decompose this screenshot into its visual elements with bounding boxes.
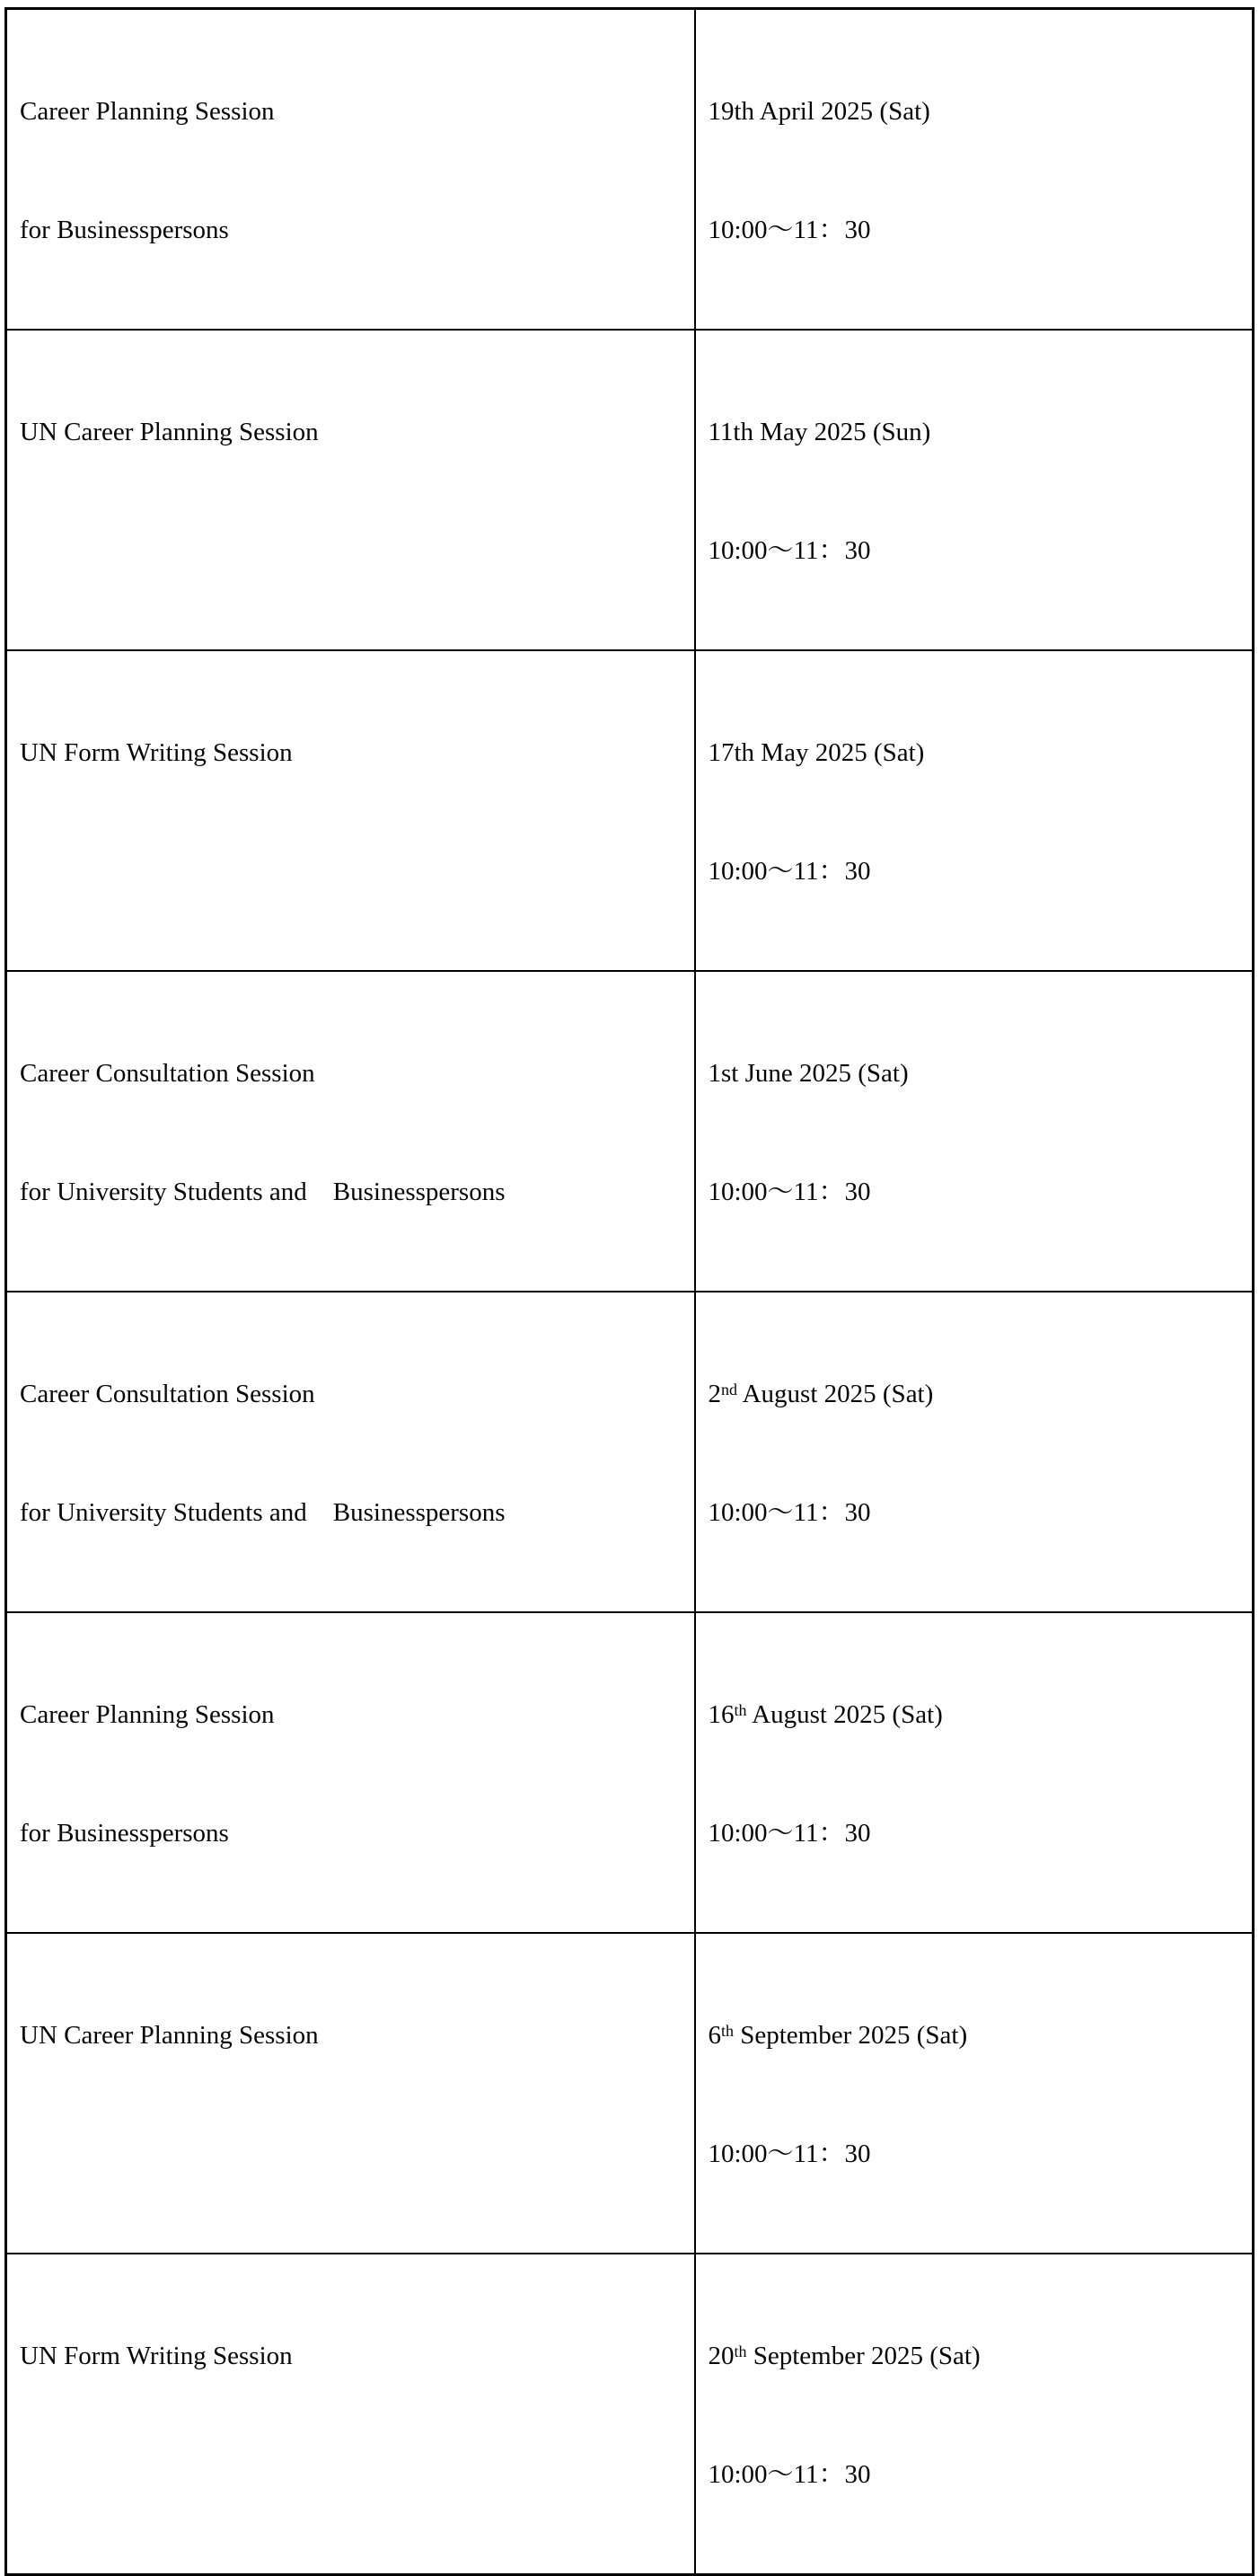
session-time: 10:00〜11：30 bbox=[708, 857, 871, 886]
session-cell bbox=[6, 330, 695, 650]
table-row bbox=[6, 650, 1254, 971]
schedule-cell bbox=[695, 1292, 1254, 1612]
session-subtitle: for University Students and Businesspersons bbox=[20, 1498, 506, 1527]
session-date bbox=[709, 412, 1242, 452]
session-time: 10:00〜11：30 bbox=[708, 1819, 871, 1848]
date-text: 19th April 2025 (Sat) bbox=[708, 97, 930, 126]
schedule-cell bbox=[695, 1612, 1254, 1933]
session-title: UN Form Writing Session bbox=[20, 2342, 293, 2370]
session-subtitle bbox=[20, 2455, 683, 2494]
date-rest: August 2025 (Sat) bbox=[736, 1380, 934, 1408]
schedule-cell bbox=[695, 1933, 1254, 2254]
table-row bbox=[6, 971, 1254, 1292]
session-time: 10:00〜11：30 bbox=[708, 2139, 871, 2168]
table-row bbox=[6, 330, 1254, 650]
date-text: 6 bbox=[708, 2021, 721, 2050]
session-date bbox=[709, 733, 1242, 772]
session-subtitle bbox=[20, 2134, 683, 2174]
session-subtitle: for Businesspersons bbox=[20, 1819, 229, 1848]
session-date bbox=[709, 1695, 1242, 1734]
session-subtitle: for Businesspersons bbox=[20, 216, 229, 244]
schedule-cell bbox=[695, 971, 1254, 1292]
session-time: 10:00〜11：30 bbox=[708, 1178, 871, 1206]
session-time: 10:00〜11：30 bbox=[708, 1498, 871, 1527]
schedule-cell bbox=[695, 650, 1254, 971]
date-ordinal-suffix: nd bbox=[721, 1380, 737, 1398]
schedule-cell bbox=[695, 9, 1254, 331]
date-ordinal-suffix: th bbox=[734, 2342, 747, 2360]
session-date bbox=[709, 92, 1242, 131]
session-cell bbox=[6, 1933, 695, 2254]
session-date bbox=[709, 2016, 1242, 2055]
session-date bbox=[709, 2336, 1242, 2376]
table-row bbox=[6, 1612, 1254, 1933]
session-subtitle bbox=[20, 531, 683, 570]
session-title: UN Career Planning Session bbox=[20, 2021, 319, 2050]
date-text: 17th May 2025 (Sat) bbox=[708, 738, 925, 767]
session-title: Career Consultation Session bbox=[20, 1059, 315, 1088]
session-date bbox=[709, 1054, 1242, 1093]
session-title: UN Career Planning Session bbox=[20, 418, 319, 446]
session-subtitle bbox=[20, 851, 683, 891]
date-rest: September 2025 (Sat) bbox=[746, 2342, 981, 2370]
session-title: UN Form Writing Session bbox=[20, 738, 293, 767]
session-cell bbox=[6, 650, 695, 971]
session-title: Career Planning Session bbox=[20, 1700, 275, 1729]
table-row bbox=[6, 9, 1254, 331]
table-row bbox=[6, 1292, 1254, 1612]
date-rest: September 2025 (Sat) bbox=[733, 2021, 968, 2050]
session-date bbox=[709, 1374, 1242, 1414]
date-text: 2 bbox=[708, 1380, 721, 1408]
session-cell bbox=[6, 971, 695, 1292]
session-cell bbox=[6, 9, 695, 331]
session-cell bbox=[6, 1612, 695, 1933]
date-ordinal-suffix: th bbox=[734, 1700, 747, 1719]
table-row bbox=[6, 1933, 1254, 2254]
session-schedule-table bbox=[4, 7, 1255, 2576]
date-text: 20 bbox=[708, 2342, 735, 2370]
session-title: Career Consultation Session bbox=[20, 1380, 315, 1408]
date-text: 16 bbox=[708, 1700, 735, 1729]
session-cell bbox=[6, 2254, 695, 2575]
session-cell bbox=[6, 1292, 695, 1612]
schedule-cell bbox=[695, 330, 1254, 650]
session-subtitle: for University Students and Businesspersons bbox=[20, 1178, 506, 1206]
session-time: 10:00〜11：30 bbox=[708, 2460, 871, 2489]
table-row bbox=[6, 2254, 1254, 2575]
date-ordinal-suffix: th bbox=[721, 2021, 734, 2040]
date-text: 11th May 2025 (Sun) bbox=[708, 418, 931, 446]
session-time: 10:00〜11：30 bbox=[708, 216, 871, 244]
session-time: 10:00〜11：30 bbox=[708, 536, 871, 565]
date-rest: August 2025 (Sat) bbox=[746, 1700, 943, 1729]
session-title: Career Planning Session bbox=[20, 97, 275, 126]
date-text: 1st June 2025 (Sat) bbox=[708, 1059, 909, 1088]
schedule-cell bbox=[695, 2254, 1254, 2575]
